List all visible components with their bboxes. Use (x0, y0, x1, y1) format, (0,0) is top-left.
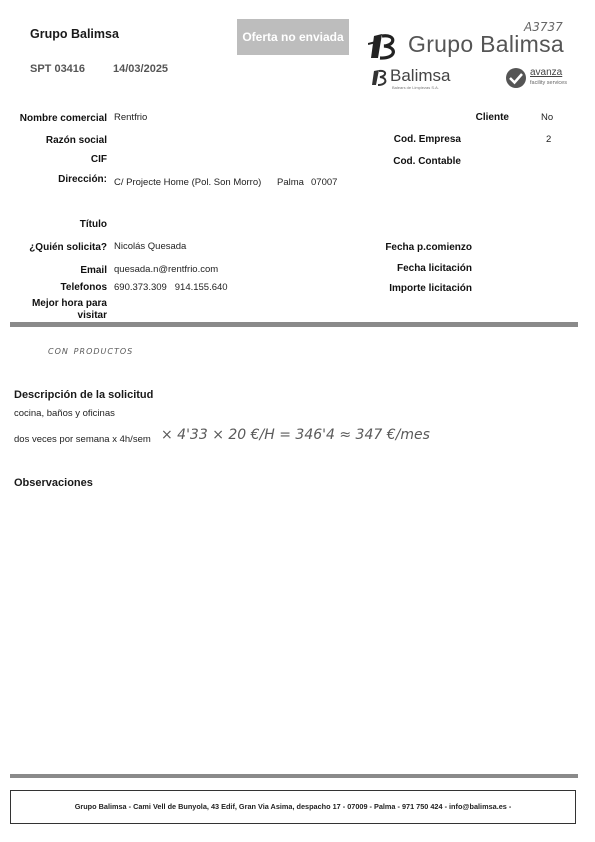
handwritten-reference: A3737 (524, 20, 563, 34)
balimsa-b-mark-icon (368, 32, 402, 60)
logo-secondary-tagline: Balears de Limpiezas S.A. (392, 85, 439, 90)
descripcion-line2: dos veces por semana x 4h/sem (14, 434, 151, 445)
footer-text: Grupo Balimsa - Cami Vell de Bunyola, 43 Edif, Gran Via Asima, despacho 17 - 07009 - Palma - 971 750 424 - info@balimsa.es - (74, 802, 512, 811)
direccion-label: Dirección: (58, 174, 107, 185)
cif-label: CIF (90, 154, 107, 165)
descripcion-title: Descripción de la solicitud (14, 389, 154, 401)
document-code: SPT 03416 (30, 63, 86, 75)
descripcion-line1: cocina, baños y oficinas (14, 408, 115, 419)
cod-contable-label: Cod. Contable (393, 156, 461, 167)
quien-solicita-value: Nicolás Quesada (114, 241, 187, 252)
avanza-text: avanza (530, 67, 563, 78)
cod-empresa-value: 2 (546, 134, 552, 145)
document-date: 14/03/2025 (113, 63, 169, 75)
footer-box (10, 790, 576, 824)
cod-empresa-label: Cod. Empresa (393, 134, 461, 145)
telefonos-value: 690.373.309 914.155.640 (114, 282, 228, 293)
mejor-hora-label-line2: visitar (77, 310, 107, 321)
fecha-comienzo-label: Fecha p.comienzo (385, 242, 472, 253)
avanza-logo (505, 66, 585, 92)
razon-social-label: Razón social (45, 135, 107, 146)
balimsa-logo-secondary (370, 66, 470, 92)
balimsa-logo-main (368, 30, 583, 62)
balimsa-small-b-mark-icon (370, 68, 390, 86)
email-value: quesada.n@rentfrio.com (114, 264, 219, 275)
handwritten-calculation: × 4'33 × 20 €/H = 346'4 ≈ 347 €/mes (161, 427, 430, 443)
nombre-comercial-value: Rentfrio (114, 112, 148, 123)
telefonos-label: Telefonos (60, 282, 107, 293)
nombre-comercial-label: Nombre comercial (19, 113, 107, 124)
mejor-hora-label-line1: Mejor hora para (31, 298, 107, 309)
cliente-value: No (541, 112, 554, 123)
direccion-street: C/ Projecte Home (Pol. Son Morro) (114, 177, 262, 188)
direccion-city: Palma (277, 177, 304, 188)
avanza-tagline: facility services (530, 80, 567, 86)
cliente-label: Cliente (475, 112, 509, 123)
logo-secondary-text: Balimsa (390, 66, 451, 85)
observaciones-title: Observaciones (14, 477, 93, 489)
status-badge: Oferta no enviada (237, 19, 349, 55)
email-label: Email (80, 265, 107, 276)
company-name: Grupo Balimsa (30, 27, 119, 41)
quien-solicita-label: ¿Quién solicita? (29, 242, 107, 253)
importe-licitacion-label: Importe licitación (389, 283, 472, 294)
avanza-check-icon (505, 67, 527, 89)
fecha-licitacion-label: Fecha licitación (396, 263, 472, 274)
logo-main-text: Grupo Balimsa (408, 31, 565, 57)
section-separator-bottom (10, 774, 578, 778)
direccion-zip: 07007 (311, 177, 338, 188)
titulo-label: Título (79, 219, 107, 230)
handwritten-note: con productos (48, 343, 134, 357)
section-separator-top (10, 322, 578, 327)
